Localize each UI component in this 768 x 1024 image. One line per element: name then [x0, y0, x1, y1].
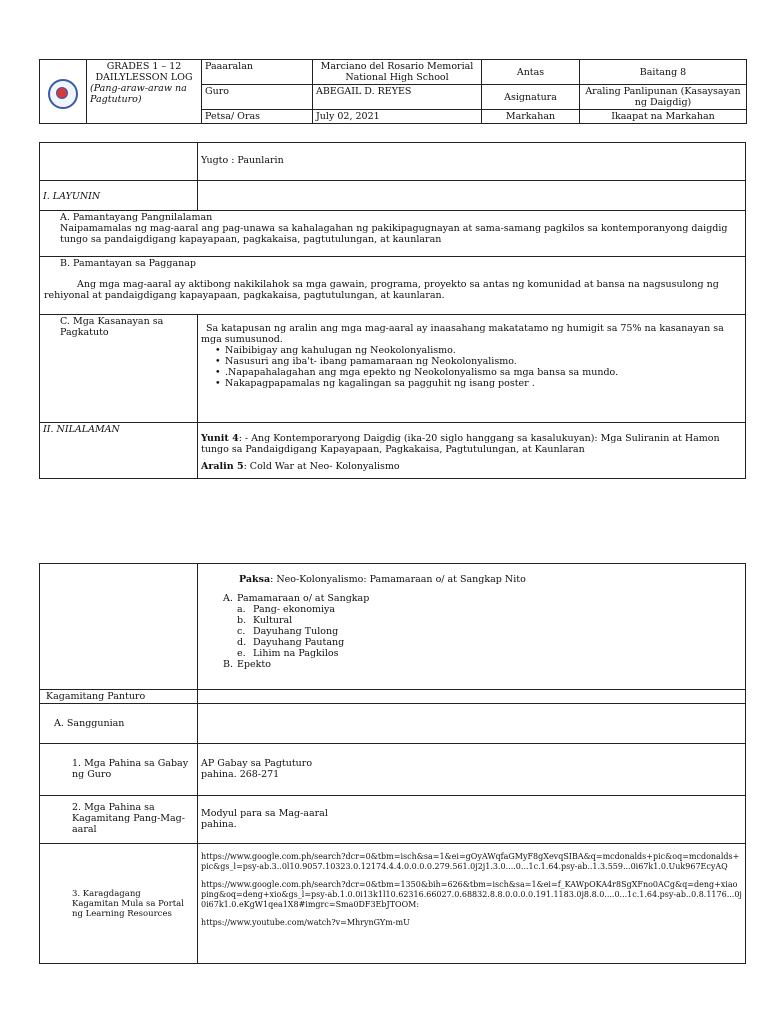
sub-marker: a. — [237, 604, 246, 615]
sub-text: Dayuhang Pautang — [253, 637, 345, 648]
aralin-line — [201, 461, 742, 472]
asignatura-label: Asignatura — [482, 85, 580, 110]
pamantayang-pangnilalaman — [40, 211, 746, 257]
list-item — [237, 637, 742, 648]
empty-cell — [198, 181, 746, 211]
aralin-label: Aralin 5 — [201, 461, 244, 472]
pp-text: Naipamamalas ng mag-aaral ang pag-unawa sa kahalagahan ng pakikipagugnayan at sama-samang pagkilos sa kontemporanyong daigdig tungo sa pandaigdigang kapayapaan, pagkakaisa, pagtutulungan, at kaunlaran — [60, 223, 728, 245]
sub-text: Dayuhang Tulong — [253, 626, 339, 637]
pp-label: A. Pamantayang Pangnilalaman — [60, 212, 213, 223]
sub-text: Kultural — [253, 615, 293, 626]
sub-marker: b. — [237, 615, 247, 626]
list-item: • Nasusuri ang iba't- ibang pamamaraan ng Neokolonyalismo. — [201, 356, 742, 367]
psp-text: Ang mga mag-aaral ay aktibong nakikilahok sa mga gawain, programa, proyekto sa antas ng komunidad at bansa na nagsusulong ng rehiyonal at pandaigdigang kapayapaan, pagkakaisa, pagtutulungan, at kaunlaran. — [44, 279, 719, 301]
resources-table — [39, 563, 746, 964]
pamantayan-sa-pagganap — [40, 257, 746, 315]
outline-b-marker: B. — [223, 659, 234, 670]
outline-a-marker: A. — [223, 593, 233, 604]
yunit-text: : - Ang Kontemporaryong Daigdig (ika-20 siglo hanggang sa kasalukuyan): Mga Suliranin at Hamon tungo sa Pandaigdigang Kapayapaan, Pagkakaisa, Pagtutulungan, at Kaunlaran — [201, 433, 720, 455]
markahan-label: Markahan — [482, 110, 580, 124]
kasanayan-label: C. Mga Kasanayan sa Pagkatuto — [40, 315, 198, 423]
list-item: • Naibibigay ang kahulugan ng Neokolonyalismo. — [201, 345, 742, 356]
dll-title-block — [87, 60, 202, 124]
petsa-label: Petsa/ Oras — [202, 110, 313, 124]
sub-marker: e. — [237, 648, 246, 659]
paaralan-label: Paaaralan — [202, 60, 313, 85]
kagamitan-heading: Kagamitang Panturo — [40, 690, 198, 704]
empty-cell — [40, 143, 198, 181]
kasanayan-intro: Sa katapusan ng aralin ang mga mag-aaral ay inaasahang makatatamo ng humigit sa 75% na kasanayan sa mga sumusunod. — [201, 323, 724, 345]
list-item — [237, 615, 742, 626]
resource-link-3[interactable]: https://www.youtube.com/watch?v=MhrynGYm-mU — [201, 918, 410, 927]
nilalaman-heading: II. NILALAMAN — [40, 423, 198, 479]
sub-marker: c. — [237, 626, 246, 637]
list-item — [237, 604, 742, 615]
empty-cell — [198, 690, 746, 704]
gabay-guro-line1: AP Gabay sa Pagtuturo — [201, 758, 313, 769]
karagdagang-kagamitan-links — [198, 844, 746, 964]
list-item: • .Napapahalagahan ang mga epekto ng Neokolonyalismo sa mga bansa sa mundo. — [201, 367, 742, 378]
nilalaman-content — [198, 423, 746, 479]
sub-text: Lihim na Pagkilos — [253, 648, 339, 659]
list-item — [237, 648, 742, 659]
guro-value: ABEGAIL D. REYES — [313, 85, 482, 110]
resource-link-2[interactable]: https://www.google.com.ph/search?dcr=0&tbm=1350&bih=626&tbm=isch&sa=1&ei=f_KAWpOKA4r8SgXFno0ACg&q=deng+xiaoping&oq=deng+xio&gs_l=psy-ab.1.0.0i13k1l10.62316.66027.0.68832.8.8.0.0.0.0.191.1183.0j8.8.0....0...1c.1.64.psy-ab..0.8.1176...0j0i67k1.0.eKgW1qea1X8#imgrc=Sma0DF3EbJTOOM: — [201, 880, 742, 909]
gabay-guro-line2: pahina. 268-271 — [201, 769, 280, 780]
dll-title-line2: DAILYLESSON LOG — [95, 72, 193, 83]
modyul-line1: Modyul para sa Mag-aaral — [201, 808, 328, 819]
layunin-heading: I. LAYUNIN — [40, 181, 198, 211]
dll-title-sub: (Pang-araw-araw na Pagtuturo) — [90, 83, 187, 105]
dll-title-line1: GRADES 1 – 12 — [106, 61, 182, 72]
objectives-table — [39, 142, 746, 479]
kasanayan-content — [198, 315, 746, 423]
paksa-label: Paksa — [239, 574, 271, 585]
modyul-line2: pahina. — [201, 819, 237, 830]
karagdagang-kagamitan-label: 3. Karagdagang Kagamitan Mula sa Portal ng Learning Resources — [40, 844, 198, 964]
resource-link-1[interactable]: https://www.google.com.ph/search?dcr=0&tbm=isch&sa=1&ei=gOyAWqfaGMyF8gXevqSIBA&q=mcdonalds+pic&oq=mcdonalds+pic&gs_l=psy-ab.3..0l10.9057.10323.0.12174.4.4.0.0.0.0.279.561.0j2j1.3.0....0...1c.1.64.psy-ab..1.3.559...0i67k1.0.Uuk967EcyAQ — [201, 852, 740, 871]
outline-b-text: Epekto — [237, 659, 271, 670]
paksa-content — [198, 564, 746, 690]
outline-a — [201, 593, 742, 604]
psp-label: B. Pamantayan sa Pagganap — [60, 258, 196, 269]
header-table — [39, 59, 747, 124]
paksa-line — [201, 574, 742, 585]
list-item: • Nakapagpapamalas ng kagalingan sa pagguhit ng isang poster . — [201, 378, 742, 389]
sub-text: Pang- ekonomiya — [253, 604, 336, 615]
yunit-label: Yunit 4 — [201, 433, 239, 444]
asignatura-value — [580, 85, 747, 110]
sanggunian-label: A. Sanggunian — [40, 704, 198, 744]
antas-label: Antas — [482, 60, 580, 85]
guro-label: Guro — [202, 85, 313, 110]
markahan-value: Ikaapat na Markahan — [580, 110, 747, 124]
paksa-text: : Neo-Kolonyalismo: Pamamaraan o/ at Sangkap Nito — [270, 574, 526, 585]
empty-cell — [40, 564, 198, 690]
paaralan-value: Marciano del Rosario Memorial National High School — [313, 60, 482, 85]
gabay-guro-label: 1. Mga Pahina sa Gabay ng Guro — [40, 744, 198, 796]
aralin-text: : Cold War at Neo- Kolonyalismo — [243, 461, 400, 472]
deped-seal-icon — [48, 79, 78, 109]
asignatura-value-text: Araling Panlipunan (Kasaysayan ng Daigdig) — [585, 86, 741, 108]
kagamitan-mag-aaral-label: 2. Mga Pahina sa Kagamitang Pang-Mag-aaral — [40, 796, 198, 844]
sub-list — [201, 604, 742, 659]
antas-value: Baitang 8 — [580, 60, 747, 85]
deped-seal — [40, 60, 87, 124]
sub-marker: d. — [237, 637, 247, 648]
petsa-value: July 02, 2021 — [313, 110, 482, 124]
outline-a-text: Pamamaraan o/ at Sangkap — [237, 593, 370, 604]
kasanayan-list — [201, 345, 742, 389]
outline-b — [201, 659, 742, 670]
empty-cell — [198, 704, 746, 744]
gabay-guro-value — [198, 744, 746, 796]
kagamitan-mag-aaral-value — [198, 796, 746, 844]
yugto-text: Yugto : Paunlarin — [198, 143, 746, 181]
list-item — [237, 626, 742, 637]
yunit-line — [201, 433, 742, 455]
